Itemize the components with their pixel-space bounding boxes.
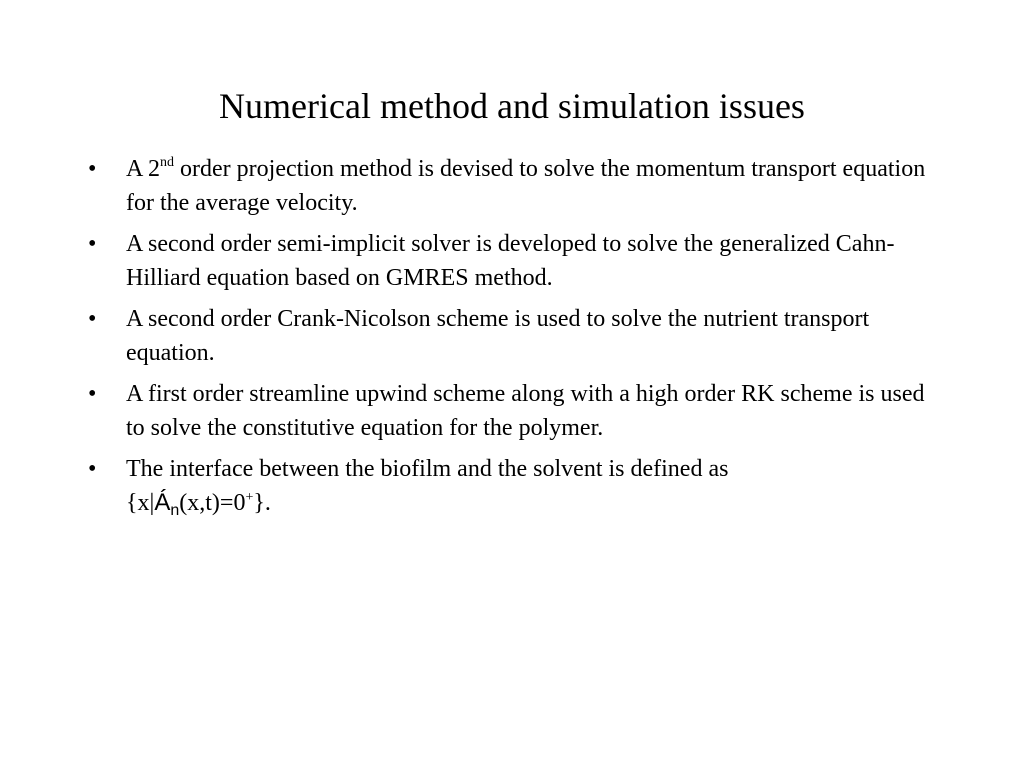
bullet-text: The interface between the biofilm and the solvent is defined as	[126, 456, 729, 482]
bullet-text: A second order Crank-Nicolson scheme is used to solve the nutrient transport equation.	[126, 306, 870, 366]
ordinal-superscript: nd	[160, 155, 175, 170]
bullet-text: A second order semi-implicit solver is developed to solve the generalized Cahn-Hilliard equation based on GMRES method.	[126, 231, 895, 291]
bullet-item-2	[88, 227, 938, 295]
bullet-list	[88, 152, 938, 527]
bullet-text: A first order streamline upwind scheme along with a high order RK scheme is used to solve the constitutive equation for the polymer.	[126, 381, 925, 441]
bullet-glyph: •	[88, 306, 97, 332]
bullet-item-4	[88, 377, 938, 445]
bullet-glyph: •	[88, 456, 97, 482]
formula-subscript: n	[170, 502, 180, 519]
bullet-text-prefix: A 2	[126, 156, 161, 182]
formula-args: (x,t)=0	[179, 490, 246, 516]
bullet-text-suffix: order projection method is devised to solve the momentum transport equation for the average velocity.	[126, 156, 926, 216]
formula-close: }.	[253, 490, 271, 516]
formula-open: {x|	[126, 490, 155, 516]
slide-title: Numerical method and simulation issues	[219, 86, 805, 126]
interface-formula	[126, 489, 271, 519]
formula-superscript: +	[245, 490, 254, 505]
bullet-glyph: •	[88, 231, 97, 257]
formula-symbol: Á	[154, 489, 171, 516]
bullet-glyph: •	[88, 381, 97, 407]
bullet-item-5	[88, 452, 938, 520]
bullet-glyph: •	[88, 156, 97, 182]
bullet-item-1	[88, 152, 938, 220]
bullet-item-3	[88, 302, 938, 370]
